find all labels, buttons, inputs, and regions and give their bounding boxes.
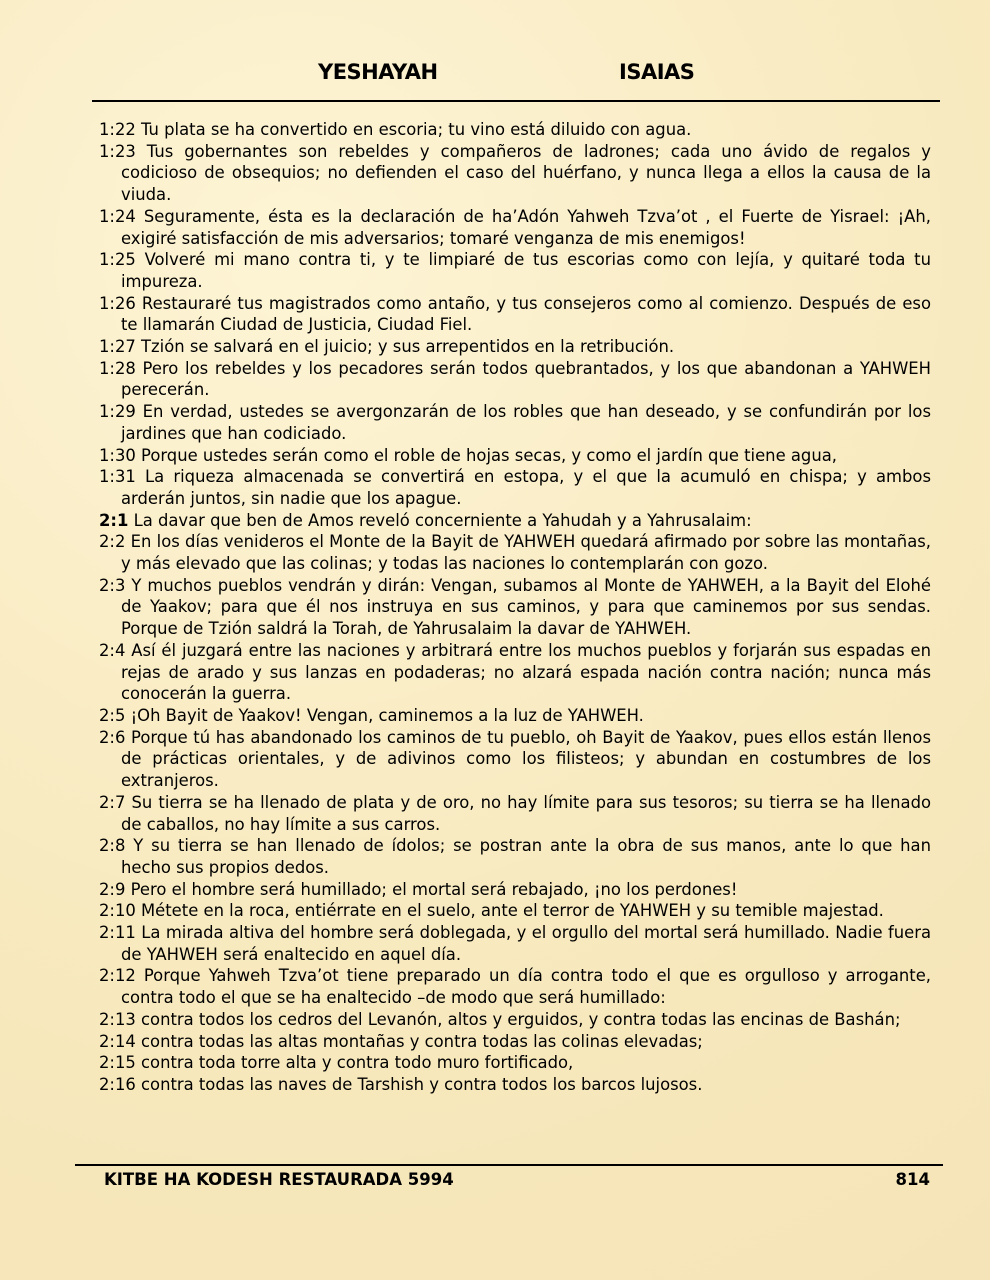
verse-text: Porque ustedes serán como el roble de hojas secas, y como el jardín que tiene agua, <box>141 445 837 465</box>
verse-reference: 2:4 <box>99 640 126 660</box>
verse <box>99 965 931 1008</box>
verse-text: En los días venideros el Monte de la Bayit de YAHWEH quedará afirmado por sobre las montañas, y más elevado que las colinas; y todas las naciones lo contemplarán con gozo. <box>121 532 931 574</box>
verse-reference: 2:2 <box>99 532 126 552</box>
footer-book-title: KITBE HA KODESH RESTAURADA 5994 <box>104 1170 454 1189</box>
verse-reference: 2:7 <box>99 792 126 812</box>
verse-reference: 2:6 <box>99 727 126 747</box>
verse <box>99 466 931 509</box>
verse <box>99 119 931 141</box>
verse-text: contra todas las naves de Tarshish y contra todos los barcos lujosos. <box>141 1074 703 1094</box>
verse-reference: 1:31 <box>99 467 136 487</box>
verse-text: contra toda torre alta y contra todo muro fortificado, <box>141 1053 574 1073</box>
verse-reference: 1:23 <box>99 141 136 161</box>
verse <box>99 900 931 922</box>
verse-text: La riqueza almacenada se convertirá en estopa, y el que la acumuló en chispa; y ambos arderán juntos, sin nadie que los apague. <box>121 467 931 508</box>
verse-text: Restauraré tus magistrados como antaño, y tus consejeros como al comienzo. Después de eso te llamarán Ciudad de Justicia, Ciudad Fiel. <box>121 293 931 335</box>
verse-reference: 2:3 <box>99 575 126 595</box>
verse-reference: 2:8 <box>99 836 126 856</box>
verse-reference: 1:22 <box>99 120 136 139</box>
verse <box>99 727 931 792</box>
verse-reference: 2:14 <box>99 1031 136 1051</box>
verse-reference: 1:25 <box>99 250 136 270</box>
verse <box>99 358 931 401</box>
verse-text: Métete en la roca, entiérrate en el suelo, ante el terror de YAHWEH y su temible majestad. <box>141 901 884 921</box>
verse-list <box>99 119 931 1096</box>
verse <box>99 445 931 467</box>
verse <box>99 249 931 292</box>
header-rule <box>92 100 940 102</box>
verse <box>99 705 931 727</box>
verse-reference: 2:11 <box>99 923 136 943</box>
verse-text: La davar que ben de Amos reveló concerniente a Yahudah y a Yahrusalaim: <box>133 510 752 530</box>
verse <box>99 141 931 206</box>
verse-reference: 2:15 <box>99 1053 136 1073</box>
verse-reference: 1:27 <box>99 337 136 357</box>
verse <box>99 1031 931 1053</box>
verse-reference: 2:16 <box>99 1074 136 1094</box>
verse-reference: 1:26 <box>99 293 136 313</box>
verse-text: contra todos los cedros del Levanón, altos y erguidos, y contra todas las encinas de Bashán; <box>141 1009 901 1029</box>
verse <box>99 835 931 878</box>
header-left-title: YESHAYAH <box>318 60 438 84</box>
verse <box>99 1052 931 1074</box>
verse-reference: 1:24 <box>99 206 136 226</box>
verse <box>99 293 931 336</box>
verse-text: Así él juzgará entre las naciones y arbitrará entre los muchos pueblos y forjarán sus espadas en rejas de arado y sus lanzas en podaderas; no alzará espada nación contra nación; nunca más conocerán la guerra. <box>121 640 931 704</box>
verse <box>99 510 931 532</box>
verse-text: La mirada altiva del hombre será doblegada, y el orgullo del mortal será humillado. Nadie fuera de YAHWEH será enaltecido en aquel día. <box>121 923 931 964</box>
verse-text: Tzión se salvará en el juicio; y sus arrepentidos en la retribución. <box>141 337 675 357</box>
verse <box>99 575 931 640</box>
page-header <box>0 60 990 90</box>
verse-reference: 2:13 <box>99 1009 136 1029</box>
verse-reference: 1:28 <box>99 358 136 378</box>
verse <box>99 879 931 901</box>
verse-text: Tus gobernantes son rebeldes y compañeros de ladrones; cada uno ávido de regalos y codicioso de obsequios; no defienden el caso del huérfano, y nunca llega a ellos la causa de la viuda. <box>121 141 931 205</box>
verse <box>99 640 931 705</box>
verse-text: Y muchos pueblos vendrán y dirán: Vengan, subamos al Monte de YAHWEH, a la Bayit del Elohé de Yaakov; para que él nos instruya en sus caminos, y para que caminemos por sus sendas. Porque de Tzión saldrá la Torah, de Yahrusalaim la davar de YAHWEH. <box>121 575 931 639</box>
verse-reference: 1:29 <box>99 402 136 422</box>
page-footer <box>104 1170 930 1189</box>
footer-rule <box>75 1164 943 1166</box>
verse <box>99 531 931 574</box>
verse <box>99 1074 931 1096</box>
verse-text: Porque Yahweh Tzva’ot tiene preparado un día contra todo el que es orgulloso y arrogante, contra todo el que se ha enaltecido –de modo que será humillado: <box>121 966 931 1008</box>
verse <box>99 792 931 835</box>
verse-text: Volveré mi mano contra ti, y te limpiaré de tus escorias como con lejía, y quitaré toda tu impureza. <box>121 250 931 291</box>
verse-reference: 2:12 <box>99 966 136 986</box>
verse-text: Pero el hombre será humillado; el mortal será rebajado, ¡no los perdones! <box>130 879 738 899</box>
page-number: 814 <box>895 1170 930 1189</box>
header-right-title: ISAIAS <box>619 60 695 84</box>
verse <box>99 206 931 249</box>
verse <box>99 336 931 358</box>
verse-reference: 2:1 <box>99 510 129 530</box>
verse-text: Tu plata se ha convertido en escoria; tu vino está diluido con agua. <box>141 120 692 139</box>
verse-reference: 2:5 <box>99 705 126 725</box>
verse-text: contra todas las altas montañas y contra todas las colinas elevadas; <box>141 1031 703 1051</box>
verse-text: Porque tú has abandonado los caminos de tu pueblo, oh Bayit de Yaakov, pues ellos están llenos de prácticas orientales, y de adivinos como los filisteos; y abundan en costumbres de los extranjeros. <box>121 727 931 791</box>
verse-text: ¡Oh Bayit de Yaakov! Vengan, caminemos a la luz de YAHWEH. <box>130 705 644 725</box>
verse-text: Su tierra se ha llenado de plata y de oro, no hay límite para sus tesoros; su tierra se ha llenado de caballos, no hay límite a sus carros. <box>121 792 932 834</box>
verse-reference: 1:30 <box>99 445 136 465</box>
verse-reference: 2:10 <box>99 901 136 921</box>
verse-text: Pero los rebeldes y los pecadores serán todos quebrantados, y los que abandonan a YAHWEH perecerán. <box>121 358 931 400</box>
verse-text: En verdad, ustedes se avergonzarán de los robles que han deseado, y se confundirán por los jardines que han codiciado. <box>121 402 931 443</box>
verse-text: Seguramente, ésta es la declaración de ha’Adón Yahweh Tzva’ot , el Fuerte de Yisrael: ¡Ah, exigiré satisfacción de mis adversarios; tomaré venganza de mis enemigos! <box>121 206 931 248</box>
verse-reference: 2:9 <box>99 879 126 899</box>
verse <box>99 1009 931 1031</box>
verse <box>99 401 931 444</box>
verse <box>99 922 931 965</box>
verse-text: Y su tierra se han llenado de ídolos; se postran ante la obra de sus manos, ante lo que han hecho sus propios dedos. <box>121 836 931 877</box>
